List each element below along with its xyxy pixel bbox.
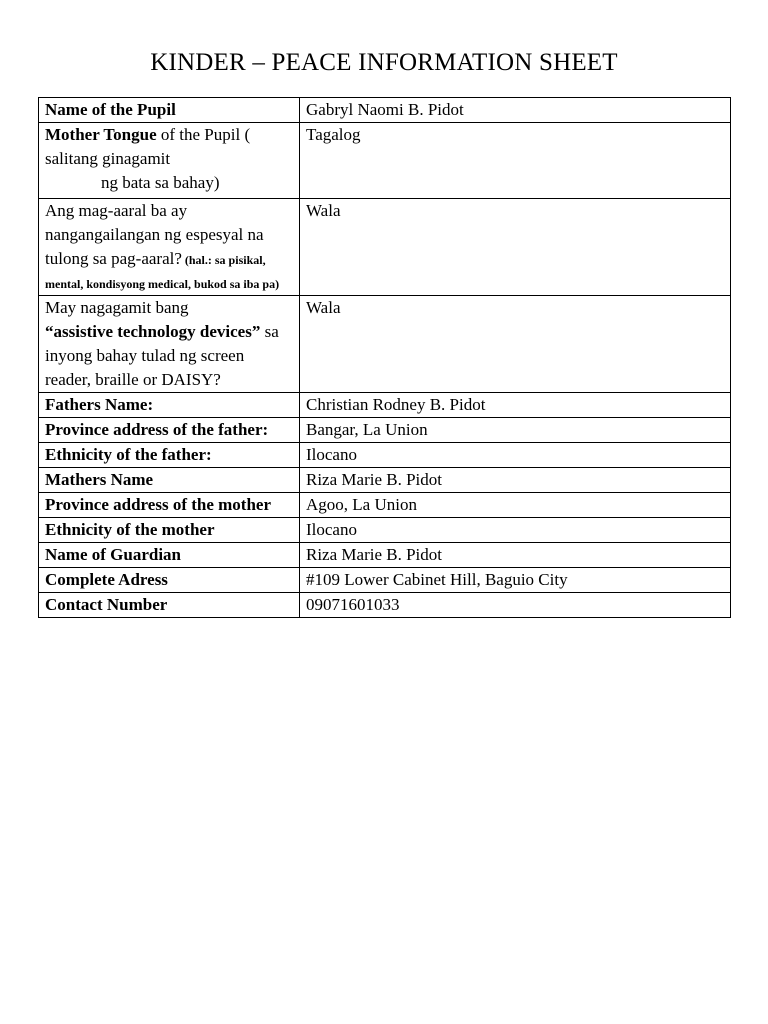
mother-tongue-label-cell bbox=[39, 123, 300, 199]
mother-ethnicity-label: Ethnicity of the mother bbox=[39, 518, 300, 543]
table-row bbox=[39, 443, 731, 468]
page-title: KINDER – PEACE INFORMATION SHEET bbox=[150, 49, 618, 76]
table-row bbox=[39, 468, 731, 493]
mother-tongue-label-bold: Mother Tongue bbox=[45, 125, 157, 144]
assistive-tech-label-cell bbox=[39, 296, 300, 393]
table-row bbox=[39, 199, 731, 296]
father-province-label: Province address of the father: bbox=[39, 418, 300, 443]
assistive-tech-label-pre: May nagagamit bang bbox=[45, 298, 189, 317]
mother-province-label: Province address of the mother bbox=[39, 493, 300, 518]
special-needs-label-cell bbox=[39, 199, 300, 296]
contact-label: Contact Number bbox=[39, 593, 300, 618]
mother-tongue-value: Tagalog bbox=[300, 123, 731, 199]
guardian-name-value: Riza Marie B. Pidot bbox=[300, 543, 731, 568]
assistive-tech-label-post: sa inyong bahay tulad ng screen reader, braille or DAISY? bbox=[45, 322, 279, 389]
father-province-value: Bangar, La Union bbox=[300, 418, 731, 443]
father-ethnicity-value: Ilocano bbox=[300, 443, 731, 468]
mother-name-value: Riza Marie B. Pidot bbox=[300, 468, 731, 493]
father-ethnicity-label: Ethnicity of the father: bbox=[39, 443, 300, 468]
mother-tongue-label-rest: of the Pupil ( bbox=[156, 125, 251, 144]
table-row bbox=[39, 418, 731, 443]
assistive-tech-value: Wala bbox=[300, 296, 731, 393]
special-needs-label: Ang mag-aaral ba ay nangangailangan ng espesyal na tulong sa pag-aaral? bbox=[45, 201, 264, 268]
father-name-value: Christian Rodney B. Pidot bbox=[300, 393, 731, 418]
assistive-tech-label-bold: “assistive technology devices” bbox=[45, 322, 261, 341]
table-row bbox=[39, 493, 731, 518]
mother-tongue-label-line2: salitang ginagamit bbox=[45, 149, 171, 168]
table-row bbox=[39, 123, 731, 199]
mother-province-value: Agoo, La Union bbox=[300, 493, 731, 518]
mother-name-label: Mathers Name bbox=[39, 468, 300, 493]
table-row bbox=[39, 98, 731, 123]
table-row bbox=[39, 518, 731, 543]
contact-value: 09071601033 bbox=[300, 593, 731, 618]
guardian-name-label: Name of Guardian bbox=[39, 543, 300, 568]
information-table bbox=[38, 97, 731, 618]
special-needs-value: Wala bbox=[300, 199, 731, 296]
address-label: Complete Adress bbox=[39, 568, 300, 593]
table-row bbox=[39, 543, 731, 568]
table-row bbox=[39, 593, 731, 618]
table-row bbox=[39, 568, 731, 593]
mother-ethnicity-value: Ilocano bbox=[300, 518, 731, 543]
table-row bbox=[39, 296, 731, 393]
table-row bbox=[39, 393, 731, 418]
pupil-name-label: Name of the Pupil bbox=[39, 98, 300, 123]
address-value: #109 Lower Cabinet Hill, Baguio City bbox=[300, 568, 731, 593]
mother-tongue-label-line3: ng bata sa bahay) bbox=[101, 173, 220, 192]
father-name-label: Fathers Name: bbox=[39, 393, 300, 418]
pupil-name-value: Gabryl Naomi B. Pidot bbox=[300, 98, 731, 123]
special-needs-note: (hal.: sa pisikal, mental, kondisyong medical, bukod sa iba pa) bbox=[45, 253, 280, 291]
